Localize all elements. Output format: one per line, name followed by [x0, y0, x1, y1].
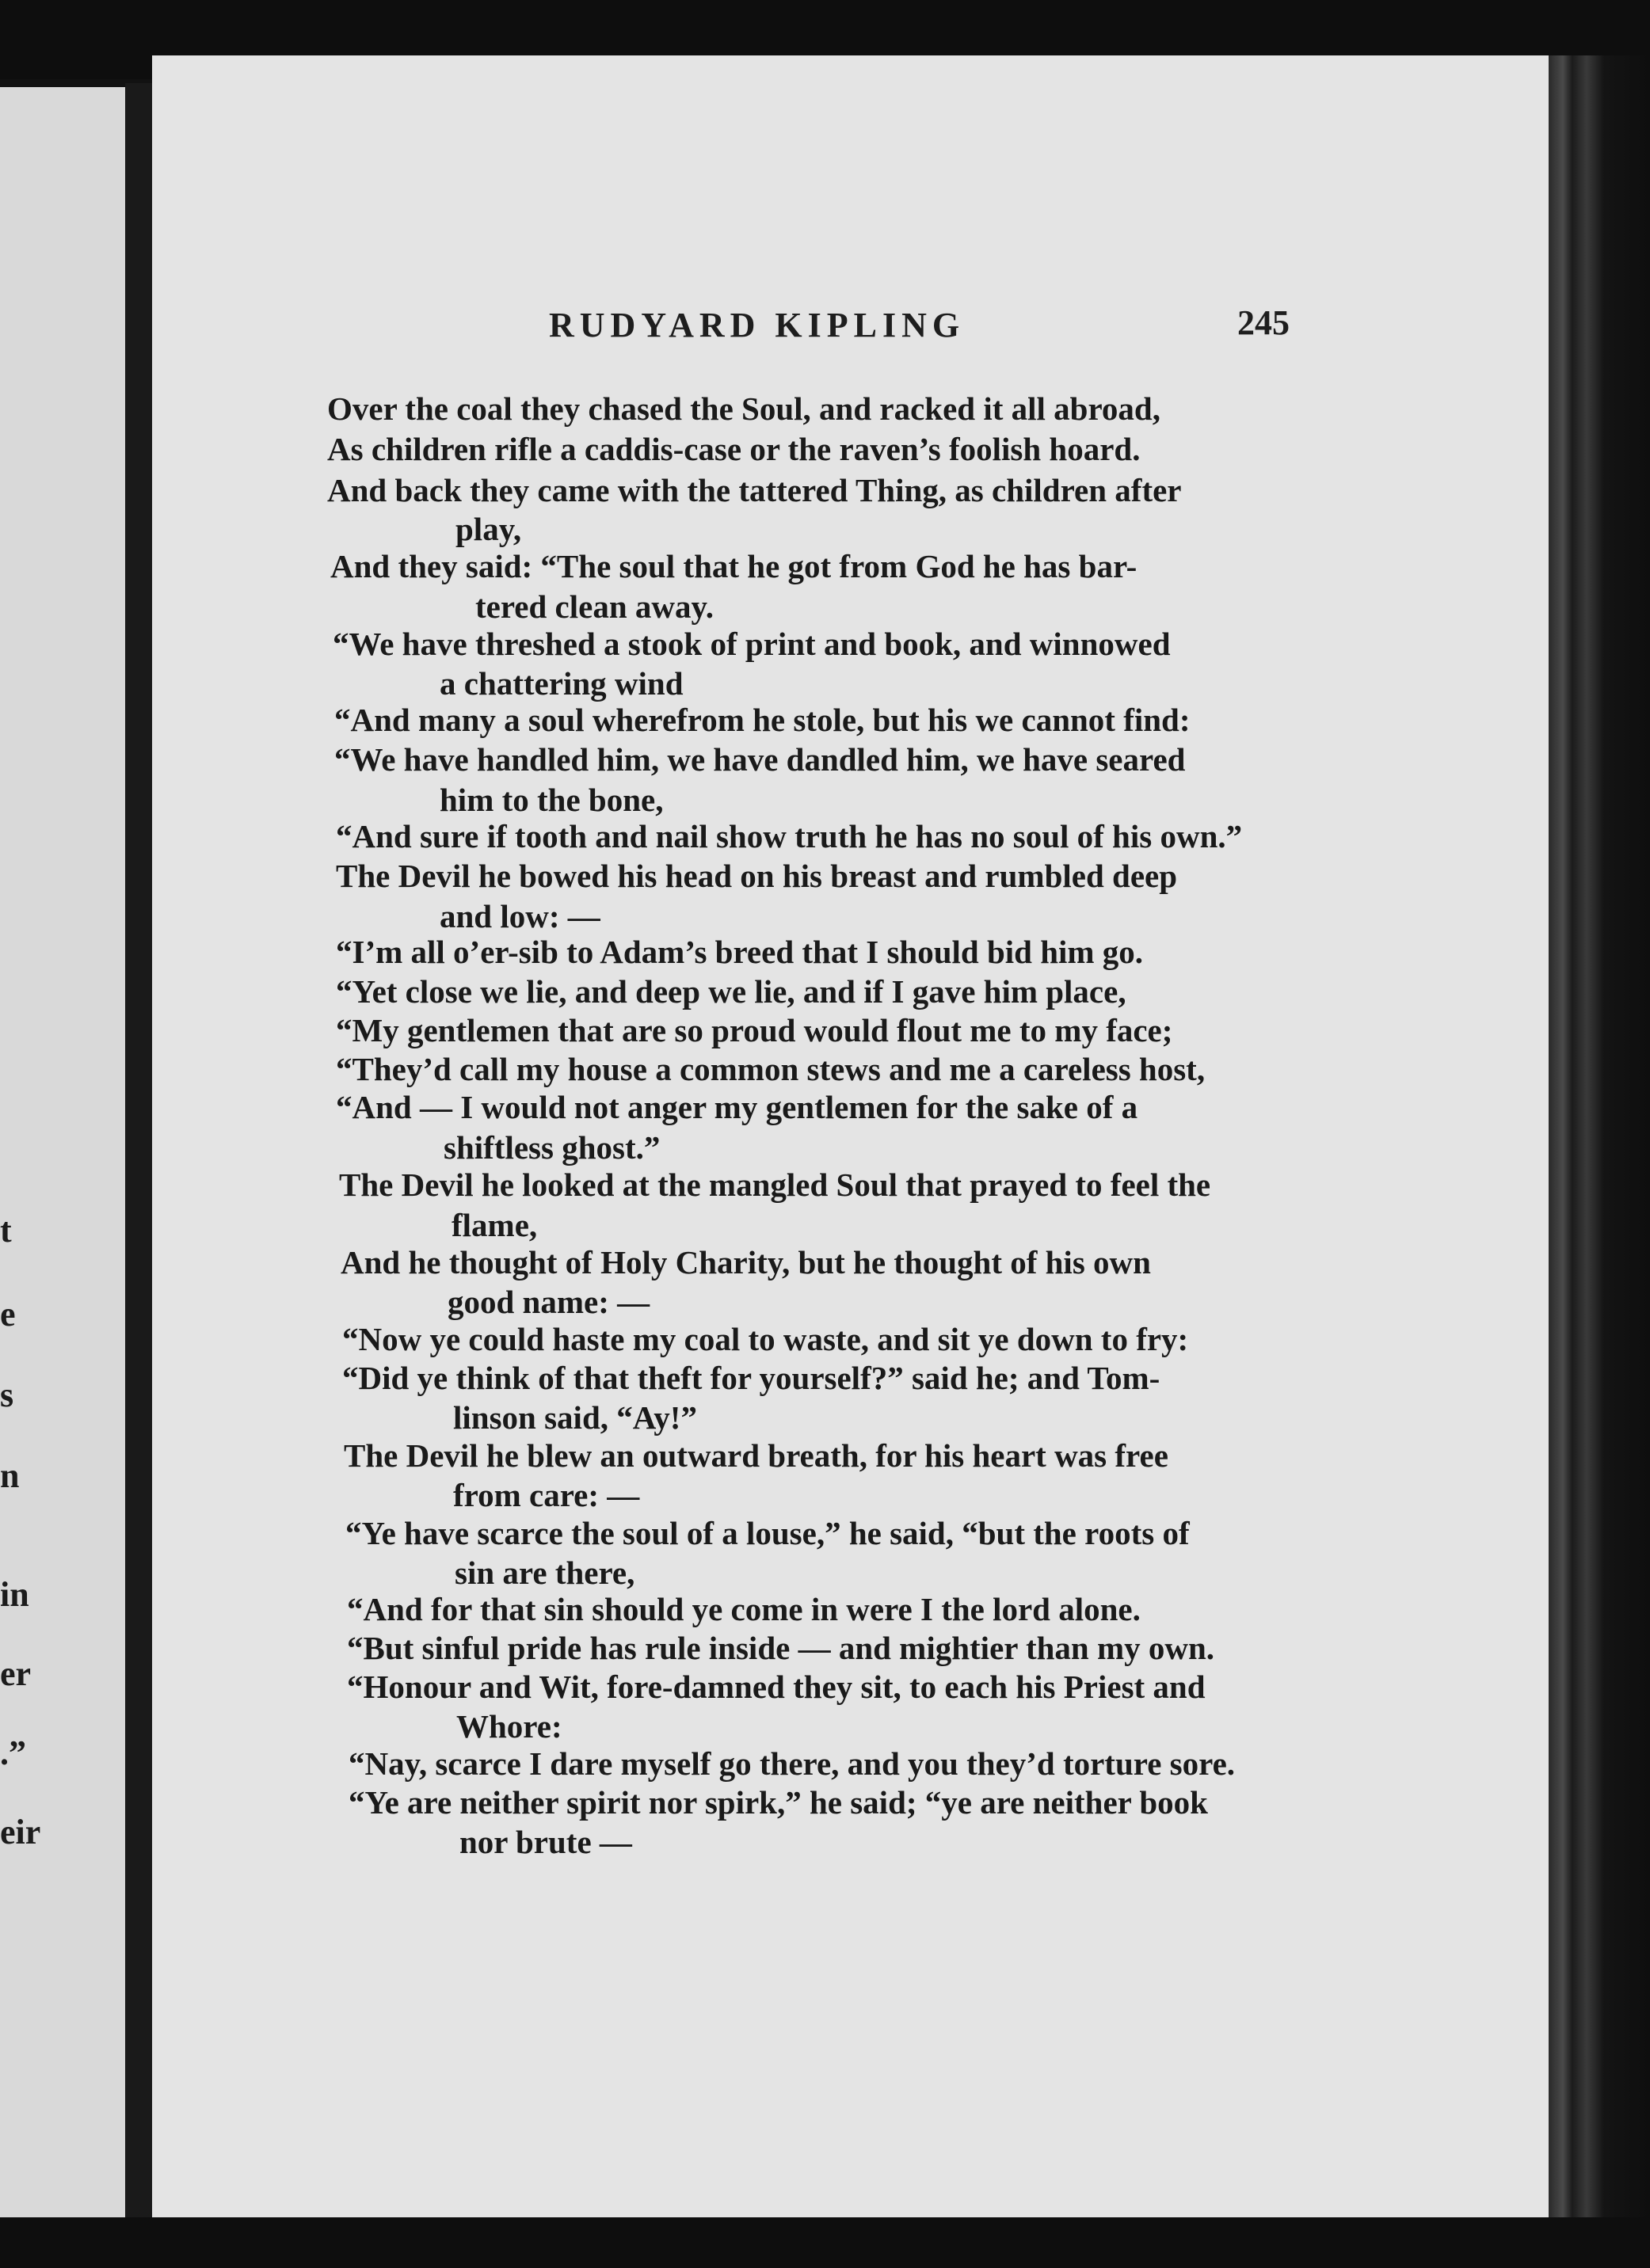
left-page-fragment: t — [0, 1211, 12, 1250]
poem-line: “I’m all o’er-sib to Adam’s breed that I should bid him go. — [336, 934, 1144, 970]
poem-line-continuation: from care: — — [453, 1477, 640, 1513]
poem-line: “My gentlemen that are so proud would flout me to my face; — [336, 1012, 1173, 1048]
left-page-fragment: n — [0, 1456, 20, 1495]
poem-line: “And — I would not anger my gentlemen for the sake of a — [336, 1089, 1138, 1125]
poem-line: “Now ye could haste my coal to waste, and sit ye down to fry: — [342, 1321, 1189, 1357]
left-page-fragment: er — [0, 1654, 32, 1693]
poem-line: “But sinful pride has rule inside — and mightier than my own. — [347, 1630, 1215, 1666]
left-page-fragment: s — [0, 1376, 14, 1414]
poem-line: “Did ye think of that theft for yourself?” said he; and Tom- — [342, 1360, 1160, 1396]
poem-line-continuation: flame, — [452, 1207, 538, 1243]
poem-line-continuation: nor brute — — [459, 1824, 632, 1860]
scan-bottom-border — [0, 2217, 1650, 2268]
poem-line-continuation: Whore: — [456, 1708, 562, 1745]
poem-line: And he thought of Holy Charity, but he thought of his own — [341, 1244, 1151, 1281]
left-page-fragment: e — [0, 1295, 16, 1334]
poem-line-continuation: a chattering wind — [440, 665, 684, 702]
poem-line: “And for that sin should ye come in were I the lord alone. — [347, 1591, 1141, 1627]
left-page-fragment: .” — [0, 1733, 26, 1772]
left-page-fragment: in — [0, 1575, 29, 1614]
poem-line-continuation: linson said, “Ay!” — [453, 1399, 697, 1436]
book-gutter — [125, 83, 152, 2225]
poem-line: And they said: “The soul that he got from God he has bar- — [330, 548, 1137, 584]
poem-line: As children rifle a caddis-case or the raven’s foolish hoard. — [327, 431, 1141, 467]
poem-line-continuation: shiftless ghost.” — [444, 1129, 661, 1166]
poem-line: Over the coal they chased the Soul, and racked it all abroad, — [327, 390, 1160, 427]
left-page-fragment: eir — [0, 1813, 41, 1851]
poem-line: “They’d call my house a common stews and me a careless host, — [336, 1051, 1206, 1087]
poem-line: “Yet close we lie, and deep we lie, and if I gave him place, — [336, 973, 1126, 1010]
poem-line: “We have threshed a stook of print and book, and winnowed — [333, 626, 1171, 662]
poem-line: “Nay, scarce I dare myself go there, and you they’d torture sore. — [349, 1745, 1236, 1782]
poem-line: “Ye are neither spirit nor spirk,” he said; “ye are neither book — [349, 1784, 1208, 1821]
poem-line: And back they came with the tattered Thing, as children after — [327, 472, 1182, 508]
right-page — [152, 55, 1550, 2225]
poem-line-continuation: play, — [455, 511, 522, 547]
poem-line: “And sure if tooth and nail show truth he has no soul of his own.” — [336, 818, 1243, 854]
poem-line-continuation: sin are there, — [455, 1554, 635, 1591]
poem-line: The Devil he blew an outward breath, for his heart was free — [344, 1437, 1168, 1474]
poem-line-continuation: him to the bone, — [440, 782, 664, 818]
poem-line: “And many a soul wherefrom he stole, but his we cannot find: — [334, 702, 1191, 738]
poem-line-continuation: and low: — — [440, 898, 600, 934]
poem-line-continuation: tered clean away. — [475, 588, 714, 625]
left-page — [0, 87, 127, 2225]
page-number: 245 — [1237, 303, 1290, 342]
running-head: RUDYARD KIPLING — [549, 306, 966, 344]
poem-line: “Honour and Wit, fore-damned they sit, to each his Priest and — [347, 1669, 1206, 1705]
poem-line: “We have handled him, we have dandled him, we have seared — [334, 741, 1186, 778]
poem-line-continuation: good name: — — [448, 1284, 650, 1320]
poem-line: “Ye have scarce the soul of a louse,” he said, “but the roots of — [345, 1515, 1190, 1551]
poem-line: The Devil he bowed his head on his breast and rumbled deep — [336, 858, 1178, 894]
page-edge-shadow — [1549, 55, 1650, 2225]
poem-line: The Devil he looked at the mangled Soul that prayed to feel the — [339, 1166, 1211, 1203]
